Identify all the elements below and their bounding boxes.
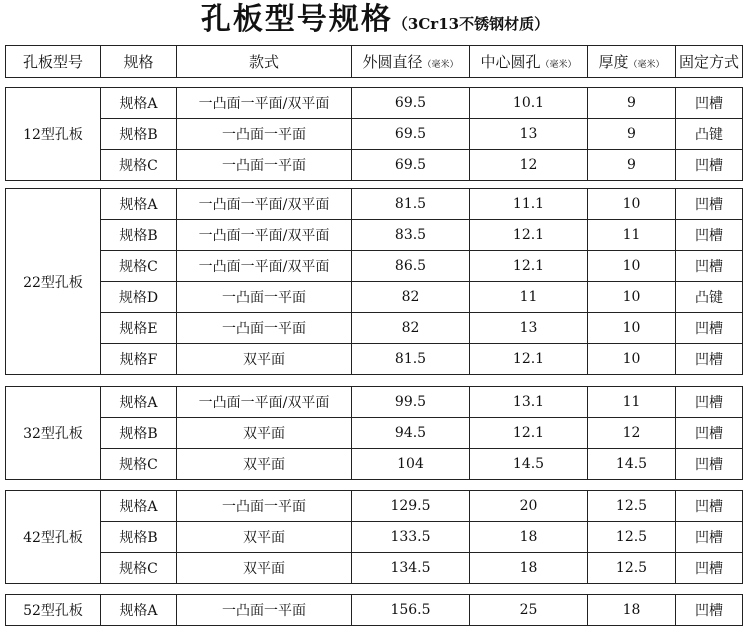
center-cell: 10.1: [470, 88, 588, 119]
thickness-cell: 9: [588, 150, 676, 181]
fixing-cell: 凹槽: [676, 220, 743, 251]
thickness-cell: 14.5: [588, 449, 676, 480]
spec-group-table: [5, 490, 743, 584]
outer-cell: 104: [352, 449, 470, 480]
style-cell: 一凸面一平面: [177, 313, 352, 344]
center-cell: 18: [470, 522, 588, 553]
thickness-cell: 12: [588, 418, 676, 449]
header-model-label: 孔板型号: [22, 53, 83, 71]
outer-cell: 94.5: [352, 418, 470, 449]
spec-cell: 规格B: [101, 522, 177, 553]
thickness-cell: 10: [588, 282, 676, 313]
header-outer-label: 外圆直径: [362, 53, 423, 71]
outer-cell: 133.5: [352, 522, 470, 553]
spec-cell: 规格A: [101, 491, 177, 522]
page-title: 孔板型号规格: [200, 2, 393, 37]
spec-cell: 规格C: [101, 150, 177, 181]
header-spec: [101, 46, 177, 78]
fixing-cell: 凹槽: [676, 522, 743, 553]
spec-group-table: [5, 386, 743, 480]
outer-cell: 129.5: [352, 491, 470, 522]
fixing-cell: 凹槽: [676, 387, 743, 418]
center-cell: 11.1: [470, 189, 588, 220]
fixing-cell: 凹槽: [676, 595, 743, 626]
header-spec-label: 规格: [123, 53, 154, 71]
style-cell: 一凸面一平面: [177, 119, 352, 150]
thickness-cell: 18: [588, 595, 676, 626]
style-cell: 一凸面一平面/双平面: [177, 251, 352, 282]
table-row: [6, 119, 743, 150]
fixing-cell: 凹槽: [676, 344, 743, 375]
spec-cell: 规格F: [101, 344, 177, 375]
outer-cell: 69.5: [352, 88, 470, 119]
model-name-cell: 12型孔板: [6, 88, 101, 181]
header-model: [6, 46, 101, 78]
center-cell: 12: [470, 150, 588, 181]
style-cell: 双平面: [177, 449, 352, 480]
fixing-cell: 凹槽: [676, 449, 743, 480]
spec-cell: 规格C: [101, 553, 177, 584]
thickness-cell: 11: [588, 220, 676, 251]
outer-cell: 134.5: [352, 553, 470, 584]
spec-cell: 规格E: [101, 313, 177, 344]
center-cell: 12.1: [470, 418, 588, 449]
center-cell: 25: [470, 595, 588, 626]
thickness-cell: 10: [588, 313, 676, 344]
style-cell: 一凸面一平面: [177, 491, 352, 522]
center-cell: 12.1: [470, 220, 588, 251]
fixing-cell: 凹槽: [676, 150, 743, 181]
spec-group-table: [5, 87, 743, 181]
style-cell: 一凸面一平面/双平面: [177, 387, 352, 418]
spec-cell: 规格A: [101, 88, 177, 119]
fixing-cell: 凹槽: [676, 553, 743, 584]
model-name-cell: 32型孔板: [6, 387, 101, 480]
header-thickness-label: 厚度: [598, 53, 629, 71]
spec-cell: 规格B: [101, 220, 177, 251]
table-row: [6, 387, 743, 418]
header-outer-diameter: [352, 46, 470, 78]
table-row: [6, 282, 743, 313]
outer-cell: 81.5: [352, 189, 470, 220]
table-row: [6, 491, 743, 522]
style-cell: 一凸面一平面: [177, 595, 352, 626]
thickness-cell: 11: [588, 387, 676, 418]
model-name-cell: 42型孔板: [6, 491, 101, 584]
table-row: [6, 150, 743, 181]
table-row: [6, 553, 743, 584]
table-row: [6, 522, 743, 553]
spec-cell: 规格A: [101, 595, 177, 626]
center-cell: 20: [470, 491, 588, 522]
center-cell: 18: [470, 553, 588, 584]
center-cell: 14.5: [470, 449, 588, 480]
thickness-cell: 12.5: [588, 553, 676, 584]
center-cell: 13: [470, 313, 588, 344]
header-center-unit: （毫米）: [540, 60, 577, 70]
header-row: [6, 46, 743, 78]
header-fixing-label: 固定方式: [678, 53, 739, 71]
spec-cell: 规格A: [101, 189, 177, 220]
table-row: [6, 595, 743, 626]
header-center-label: 中心圆孔: [480, 53, 541, 71]
style-cell: 一凸面一平面/双平面: [177, 220, 352, 251]
spec-group-table: [5, 594, 743, 626]
table-row: [6, 313, 743, 344]
outer-cell: 86.5: [352, 251, 470, 282]
table-row: [6, 418, 743, 449]
model-name-cell: 52型孔板: [6, 595, 101, 626]
table-row: [6, 344, 743, 375]
style-cell: 一凸面一平面: [177, 282, 352, 313]
outer-cell: 69.5: [352, 150, 470, 181]
header-outer-unit: （毫米）: [422, 60, 459, 70]
thickness-cell: 10: [588, 344, 676, 375]
fixing-cell: 凹槽: [676, 418, 743, 449]
table-row: [6, 251, 743, 282]
outer-cell: 81.5: [352, 344, 470, 375]
outer-cell: 69.5: [352, 119, 470, 150]
spec-cell: 规格B: [101, 418, 177, 449]
fixing-cell: 凸键: [676, 282, 743, 313]
fixing-cell: 凹槽: [676, 189, 743, 220]
style-cell: 双平面: [177, 418, 352, 449]
outer-cell: 82: [352, 313, 470, 344]
style-cell: 一凸面一平面: [177, 150, 352, 181]
thickness-cell: 9: [588, 88, 676, 119]
spec-cell: 规格B: [101, 119, 177, 150]
spec-cell: 规格C: [101, 251, 177, 282]
spec-cell: 规格D: [101, 282, 177, 313]
thickness-cell: 10: [588, 189, 676, 220]
table-row: [6, 449, 743, 480]
style-cell: 一凸面一平面/双平面: [177, 88, 352, 119]
table-row: [6, 189, 743, 220]
fixing-cell: 凹槽: [676, 251, 743, 282]
spec-group-table: [5, 188, 743, 375]
page-subtitle: （3Cr13不锈钢材质）: [392, 15, 550, 33]
thickness-cell: 10: [588, 251, 676, 282]
outer-cell: 83.5: [352, 220, 470, 251]
style-cell: 双平面: [177, 522, 352, 553]
center-cell: 12.1: [470, 251, 588, 282]
style-cell: 双平面: [177, 553, 352, 584]
fixing-cell: 凸键: [676, 119, 743, 150]
style-cell: 一凸面一平面/双平面: [177, 189, 352, 220]
table-row: [6, 88, 743, 119]
table-row: [6, 220, 743, 251]
fixing-cell: 凹槽: [676, 491, 743, 522]
style-cell: 双平面: [177, 344, 352, 375]
thickness-cell: 12.5: [588, 491, 676, 522]
model-name-cell: 22型孔板: [6, 189, 101, 375]
fixing-cell: 凹槽: [676, 313, 743, 344]
header-thickness: [588, 46, 676, 78]
header-thickness-unit: （毫米）: [628, 60, 665, 70]
center-cell: 12.1: [470, 344, 588, 375]
title-bar: [0, 0, 750, 40]
outer-cell: 82: [352, 282, 470, 313]
center-cell: 13: [470, 119, 588, 150]
thickness-cell: 9: [588, 119, 676, 150]
center-cell: 11: [470, 282, 588, 313]
header-row-table: [5, 45, 743, 78]
outer-cell: 156.5: [352, 595, 470, 626]
outer-cell: 99.5: [352, 387, 470, 418]
header-center-hole: [470, 46, 588, 78]
center-cell: 13.1: [470, 387, 588, 418]
header-style: [177, 46, 352, 78]
fixing-cell: 凹槽: [676, 88, 743, 119]
header-style-label: 款式: [248, 53, 279, 71]
spec-cell: 规格C: [101, 449, 177, 480]
spec-cell: 规格A: [101, 387, 177, 418]
header-fixing: [676, 46, 743, 78]
thickness-cell: 12.5: [588, 522, 676, 553]
